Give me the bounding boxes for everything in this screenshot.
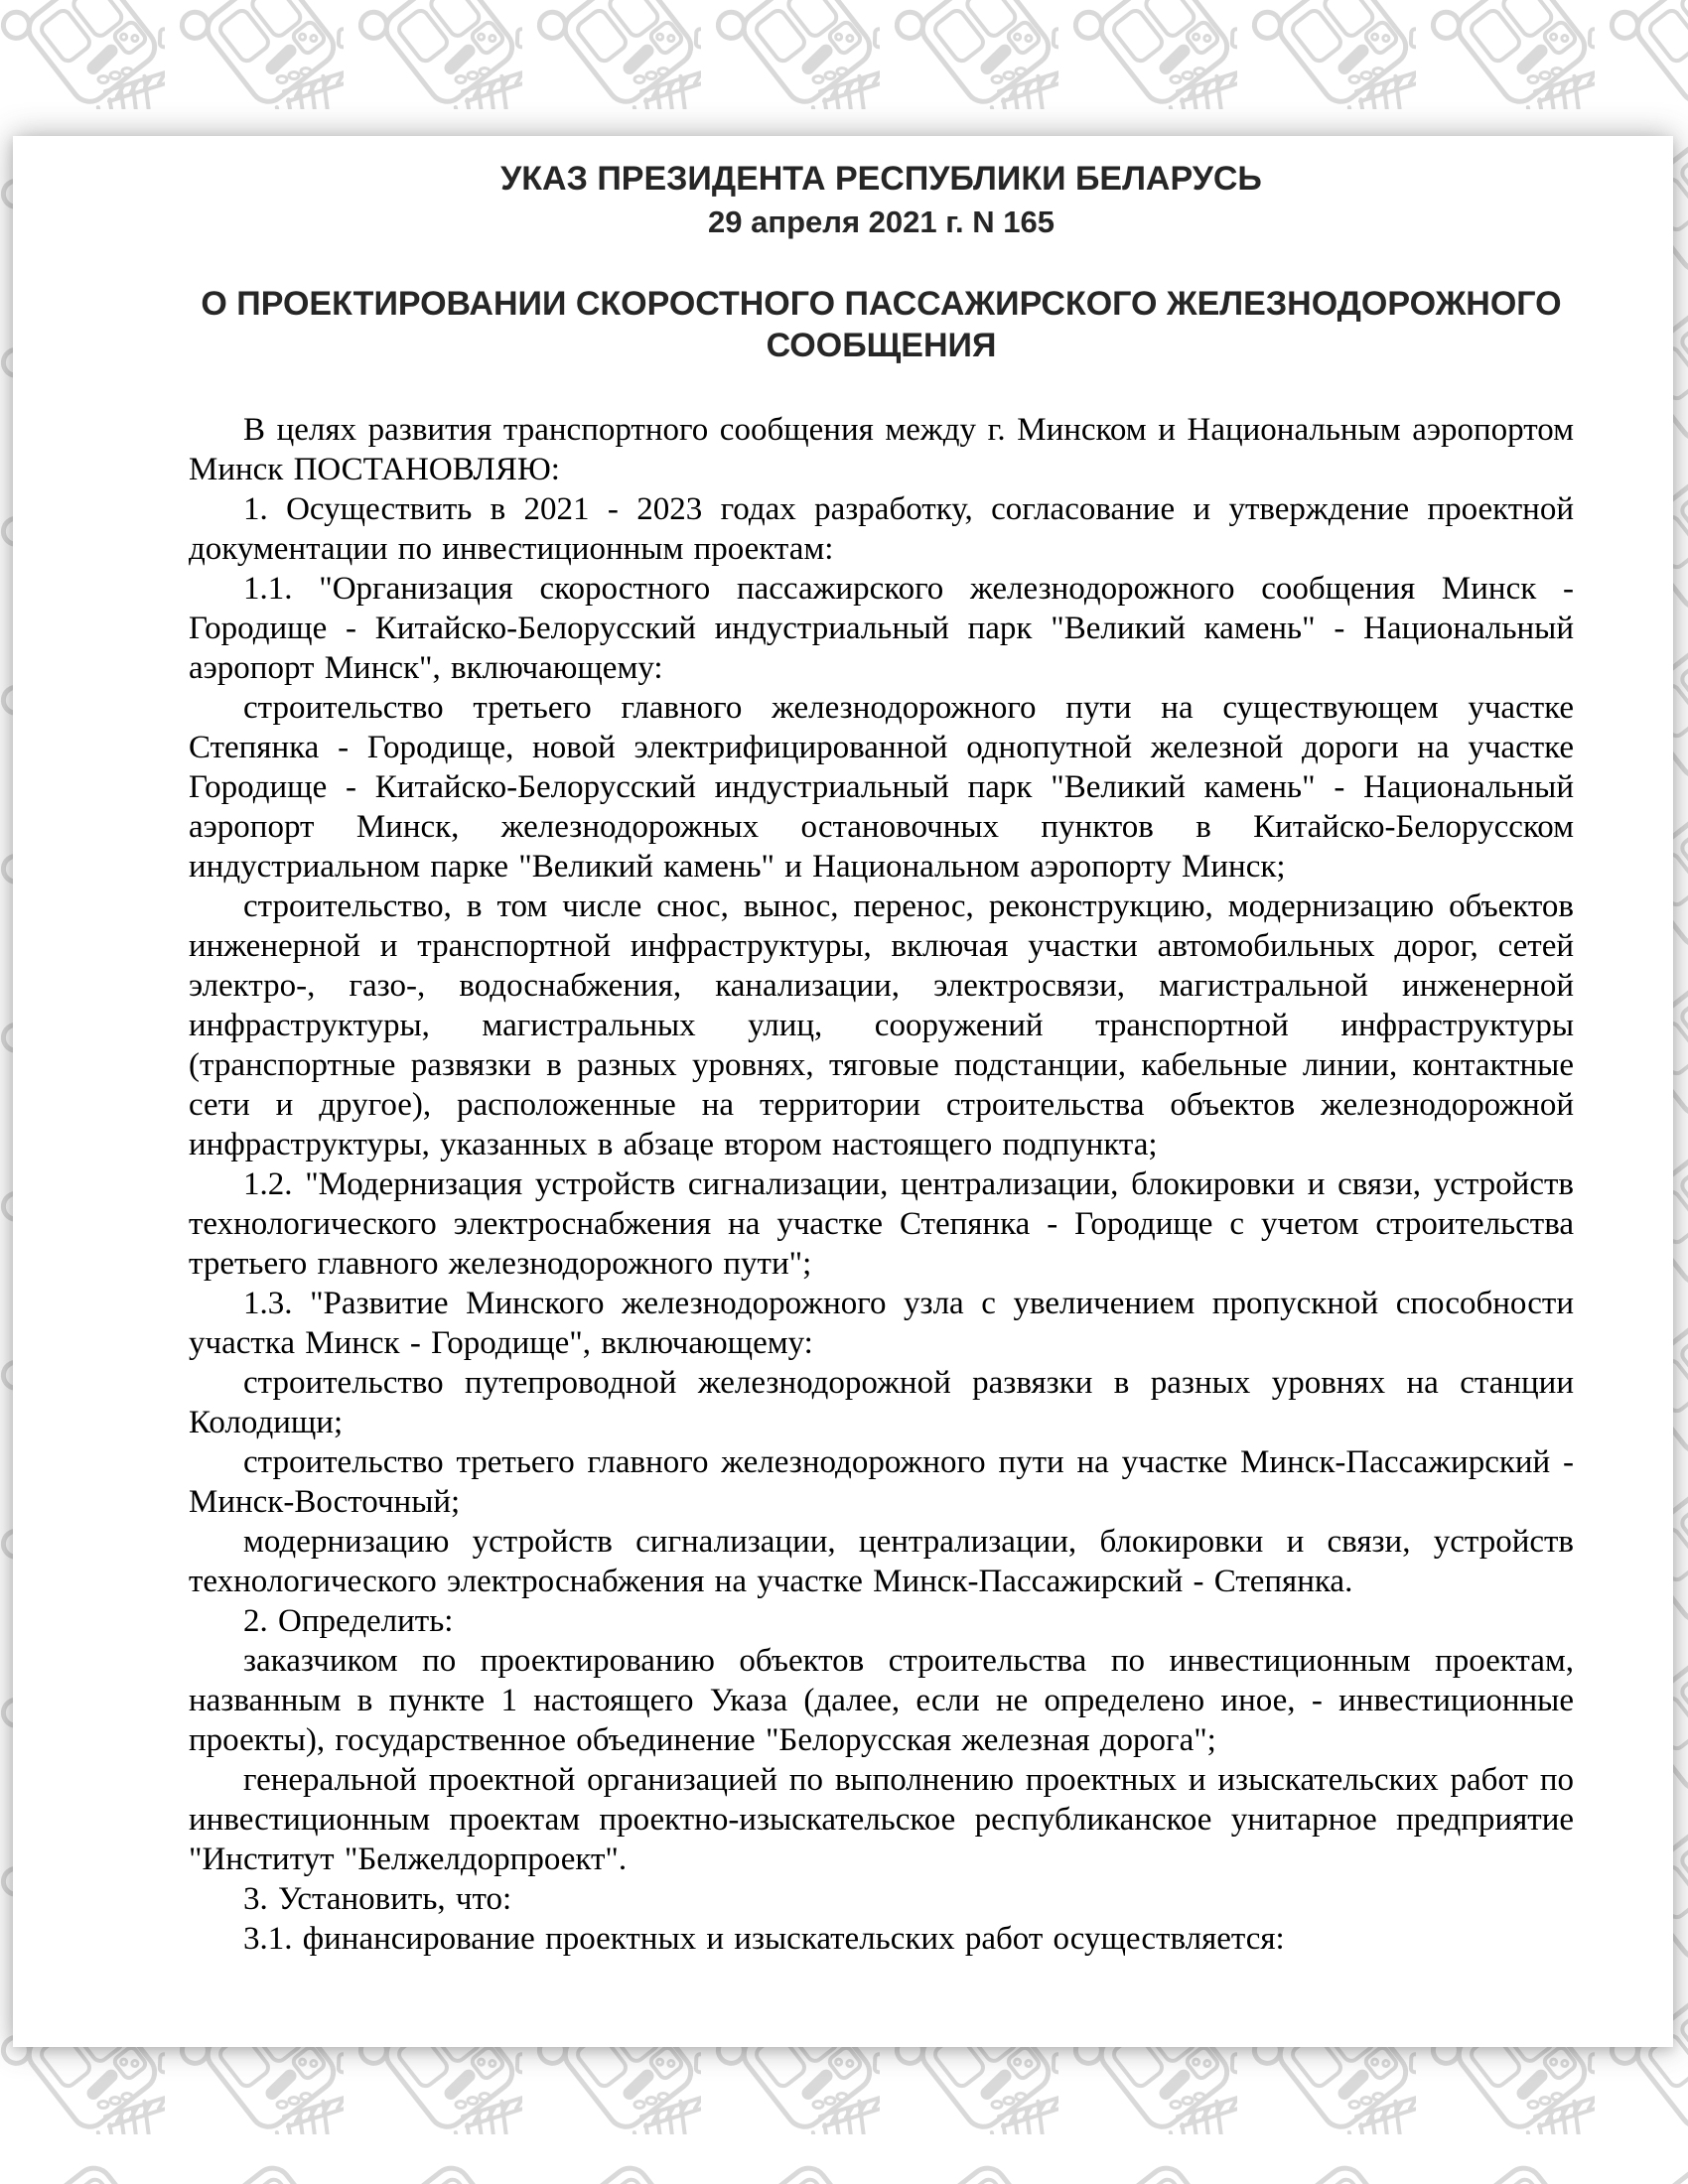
- paragraph: 1.3. "Развитие Минского железнодорожного узла с увеличением пропускной способности участка Минск - Городище", включающему:: [189, 1286, 1574, 1361]
- paragraph: строительство третьего главного железнодорожного пути на существующем участке Степянка - Городище, новой электрифицированной однопутной железной дороги на участке Городище - Китайско-Белорусский индустриальный парк "Великий камень" - Национальный аэропорт Минск, железнодорожных остановочных пунктов в Китайско-Белорусском индустриальном парке "Великий камень" и Национальном аэропорту Минск;: [189, 690, 1574, 885]
- paragraph: В целях развития транспортного сообщения между г. Минском и Национальным аэропортом Минск ПОСТАНОВЛЯЮ:: [189, 412, 1574, 487]
- paragraph: 1. Осуществить в 2021 - 2023 годах разработку, согласование и утверждение проектной документации по инвестиционным проектам:: [189, 491, 1574, 567]
- paragraph: 3.1. финансирование проектных и изыскательских работ осуществляется:: [243, 1921, 1285, 1957]
- document-subject: О ПРОЕКТИРОВАНИИ СКОРОСТНОГО ПАССАЖИРСКОГО ЖЕЛЕЗНОДОРОЖНОГО СООБЩЕНИЯ: [201, 285, 1562, 364]
- paragraph: модернизацию устройств сигнализации, централизации, блокировки и связи, устройств технологического электроснабжения на участке Минск-Пассажирский - Степянка.: [189, 1524, 1574, 1599]
- document-content: [13, 136, 1673, 1959]
- paragraph: 2. Определить:: [243, 1603, 454, 1639]
- paragraph: 3. Установить, что:: [243, 1881, 512, 1917]
- paragraph: строительство путепроводной железнодорожной развязки в разных уровнях на станции Колодищи;: [189, 1365, 1574, 1440]
- paragraph: 1.2. "Модернизация устройств сигнализации, централизации, блокировки и связи, устройств технологического электроснабжения на участке Степянка - Городище с учетом строительства третьего главного железнодорожного пути";: [189, 1166, 1574, 1282]
- paragraph: 1.1. "Организация скоростного пассажирского железнодорожного сообщения Минск - Городище - Китайско-Белорусский индустриальный парк "Великий камень" - Национальный аэропорт Минск", включающему:: [189, 571, 1574, 686]
- paragraph: строительство, в том числе снос, вынос, перенос, реконструкцию, модернизацию объектов инженерной и транспортной инфраструктуры, включая участки автомобильных дорог, сетей электро-, газо-, водоснабжения, канализации, электросвязи, магистральной инженерной инфраструктуры, магистральных улиц, сооружений транспортной инфраструктуры (транспортные развязки в разных уровнях, тяговые подстанции, кабельные линии, контактные сети и другое), расположенные на территории строительства объектов железнодорожной инфраструктуры, указанных в абзаце втором настоящего подпункта;: [189, 888, 1574, 1162]
- document-body: [189, 410, 1574, 1959]
- paragraph: заказчиком по проектированию объектов строительства по инвестиционным проектам, названным в пункте 1 настоящего Указа (далее, если не определено иное, - инвестиционные проекты), государственное объединение "Белорусская железная дорога";: [189, 1643, 1574, 1758]
- document-date-number: 29 апреля 2021 г. N 165: [708, 205, 1055, 239]
- document-page: [13, 136, 1673, 2047]
- paragraph: генеральной проектной организацией по выполнению проектных и изыскательских работ по инвестиционным проектам проектно-изыскательское республиканское унитарное предприятие "Институт "Белжелдорпроект".: [189, 1762, 1574, 1877]
- paragraph: строительство третьего главного железнодорожного пути на участке Минск-Пассажирский - Минск-Восточный;: [189, 1444, 1574, 1520]
- document-title: УКАЗ ПРЕЗИДЕНТА РЕСПУБЛИКИ БЕЛАРУСЬ: [500, 160, 1262, 198]
